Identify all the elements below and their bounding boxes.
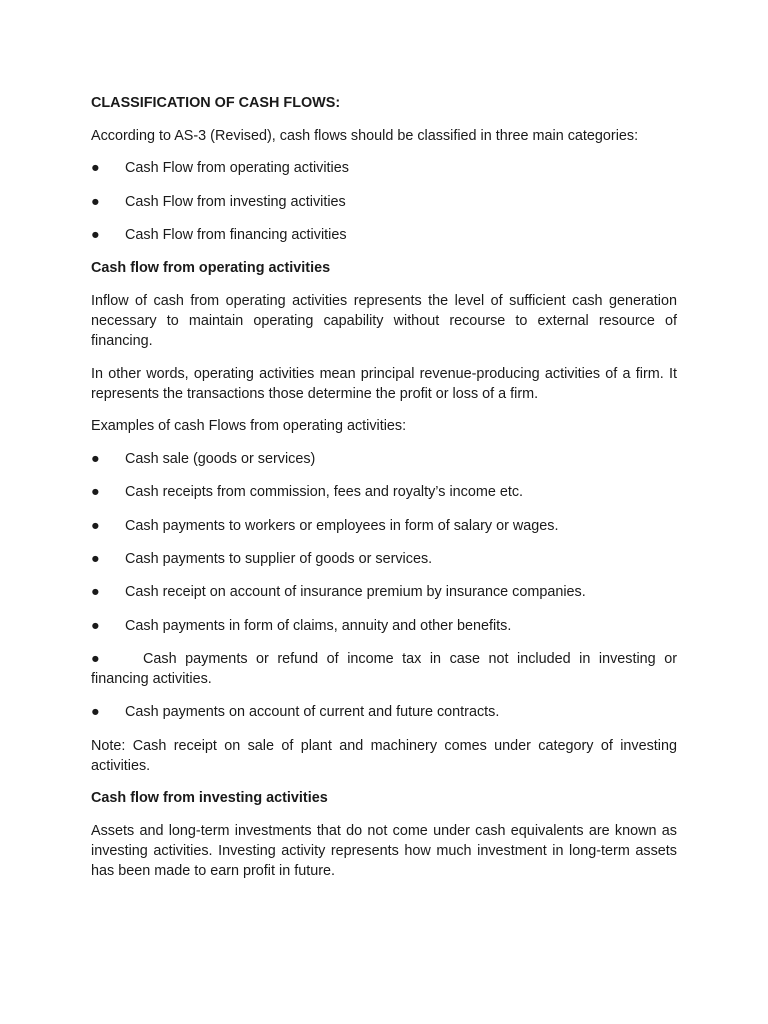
category-list-item bbox=[91, 192, 677, 212]
bullet-icon: ● bbox=[91, 584, 100, 601]
bullet-icon: ● bbox=[91, 193, 100, 210]
document-title: CLASSIFICATION OF CASH FLOWS: bbox=[91, 95, 341, 111]
example-list-item bbox=[91, 516, 677, 536]
bullet-icon: ● bbox=[91, 704, 100, 721]
category-text: Cash Flow from investing activities bbox=[125, 193, 346, 210]
example-list-item bbox=[91, 482, 677, 502]
example-text: Cash receipts from commission, fees and royalty’s income etc. bbox=[125, 484, 524, 501]
example-text: Cash payments in form of claims, annuity and other benefits. bbox=[125, 617, 512, 634]
example-list-item bbox=[91, 549, 677, 569]
document-page bbox=[91, 93, 677, 894]
category-list-item bbox=[91, 225, 677, 245]
category-text: Cash Flow from financing activities bbox=[125, 226, 347, 243]
operating-examples-intro: Examples of cash Flows from operating activities: bbox=[91, 418, 407, 435]
intro-paragraph: According to AS-3 (Revised), cash flows should be classified in three main categories: bbox=[91, 127, 639, 144]
bullet-icon: ● bbox=[91, 651, 100, 668]
example-text: Cash payments to supplier of goods or services. bbox=[125, 550, 433, 567]
example-list-item bbox=[91, 582, 677, 602]
example-text: Cash payments on account of current and future contracts. bbox=[125, 704, 500, 721]
bullet-icon: ● bbox=[91, 160, 100, 177]
operating-note: Note: Cash receipt on sale of plant and machinery comes under category of investing activities. bbox=[91, 737, 677, 774]
bullet-icon: ● bbox=[91, 226, 100, 243]
bullet-icon: ● bbox=[91, 550, 100, 567]
example-list-item bbox=[91, 702, 677, 722]
example-list-item bbox=[91, 449, 677, 469]
investing-paragraph-1: Assets and long-term investments that do not come under cash equivalents are known as investing activities. Investing activity represents how much investment in long-term assets has been made to earn profit in future. bbox=[91, 823, 677, 880]
operating-heading: Cash flow from operating activities bbox=[91, 260, 331, 277]
example-list-item bbox=[91, 616, 677, 636]
category-text: Cash Flow from operating activities bbox=[125, 160, 349, 177]
example-list-item bbox=[91, 649, 677, 689]
operating-paragraph-2: In other words, operating activities mean principal revenue-producing activities of a firm. It represents the transactions those determine the profit or loss of a firm. bbox=[91, 365, 677, 402]
example-text: Cash sale (goods or services) bbox=[125, 450, 316, 467]
bullet-icon: ● bbox=[91, 517, 100, 534]
bullet-icon: ● bbox=[91, 484, 100, 501]
operating-paragraph-1: Inflow of cash from operating activities represents the level of sufficient cash generation necessary to maintain operating capability without recourse to external resource of financing. bbox=[91, 292, 677, 349]
investing-heading: Cash flow from investing activities bbox=[91, 790, 328, 807]
bullet-icon: ● bbox=[91, 450, 100, 467]
example-text: Cash payments to workers or employees in form of salary or wages. bbox=[125, 517, 559, 534]
bullet-icon: ● bbox=[91, 617, 100, 634]
example-text: Cash payments or refund of income tax in case not included in investing or financing activities. bbox=[91, 651, 677, 688]
category-list-item bbox=[91, 158, 677, 178]
example-text: Cash receipt on account of insurance premium by insurance companies. bbox=[125, 584, 586, 601]
